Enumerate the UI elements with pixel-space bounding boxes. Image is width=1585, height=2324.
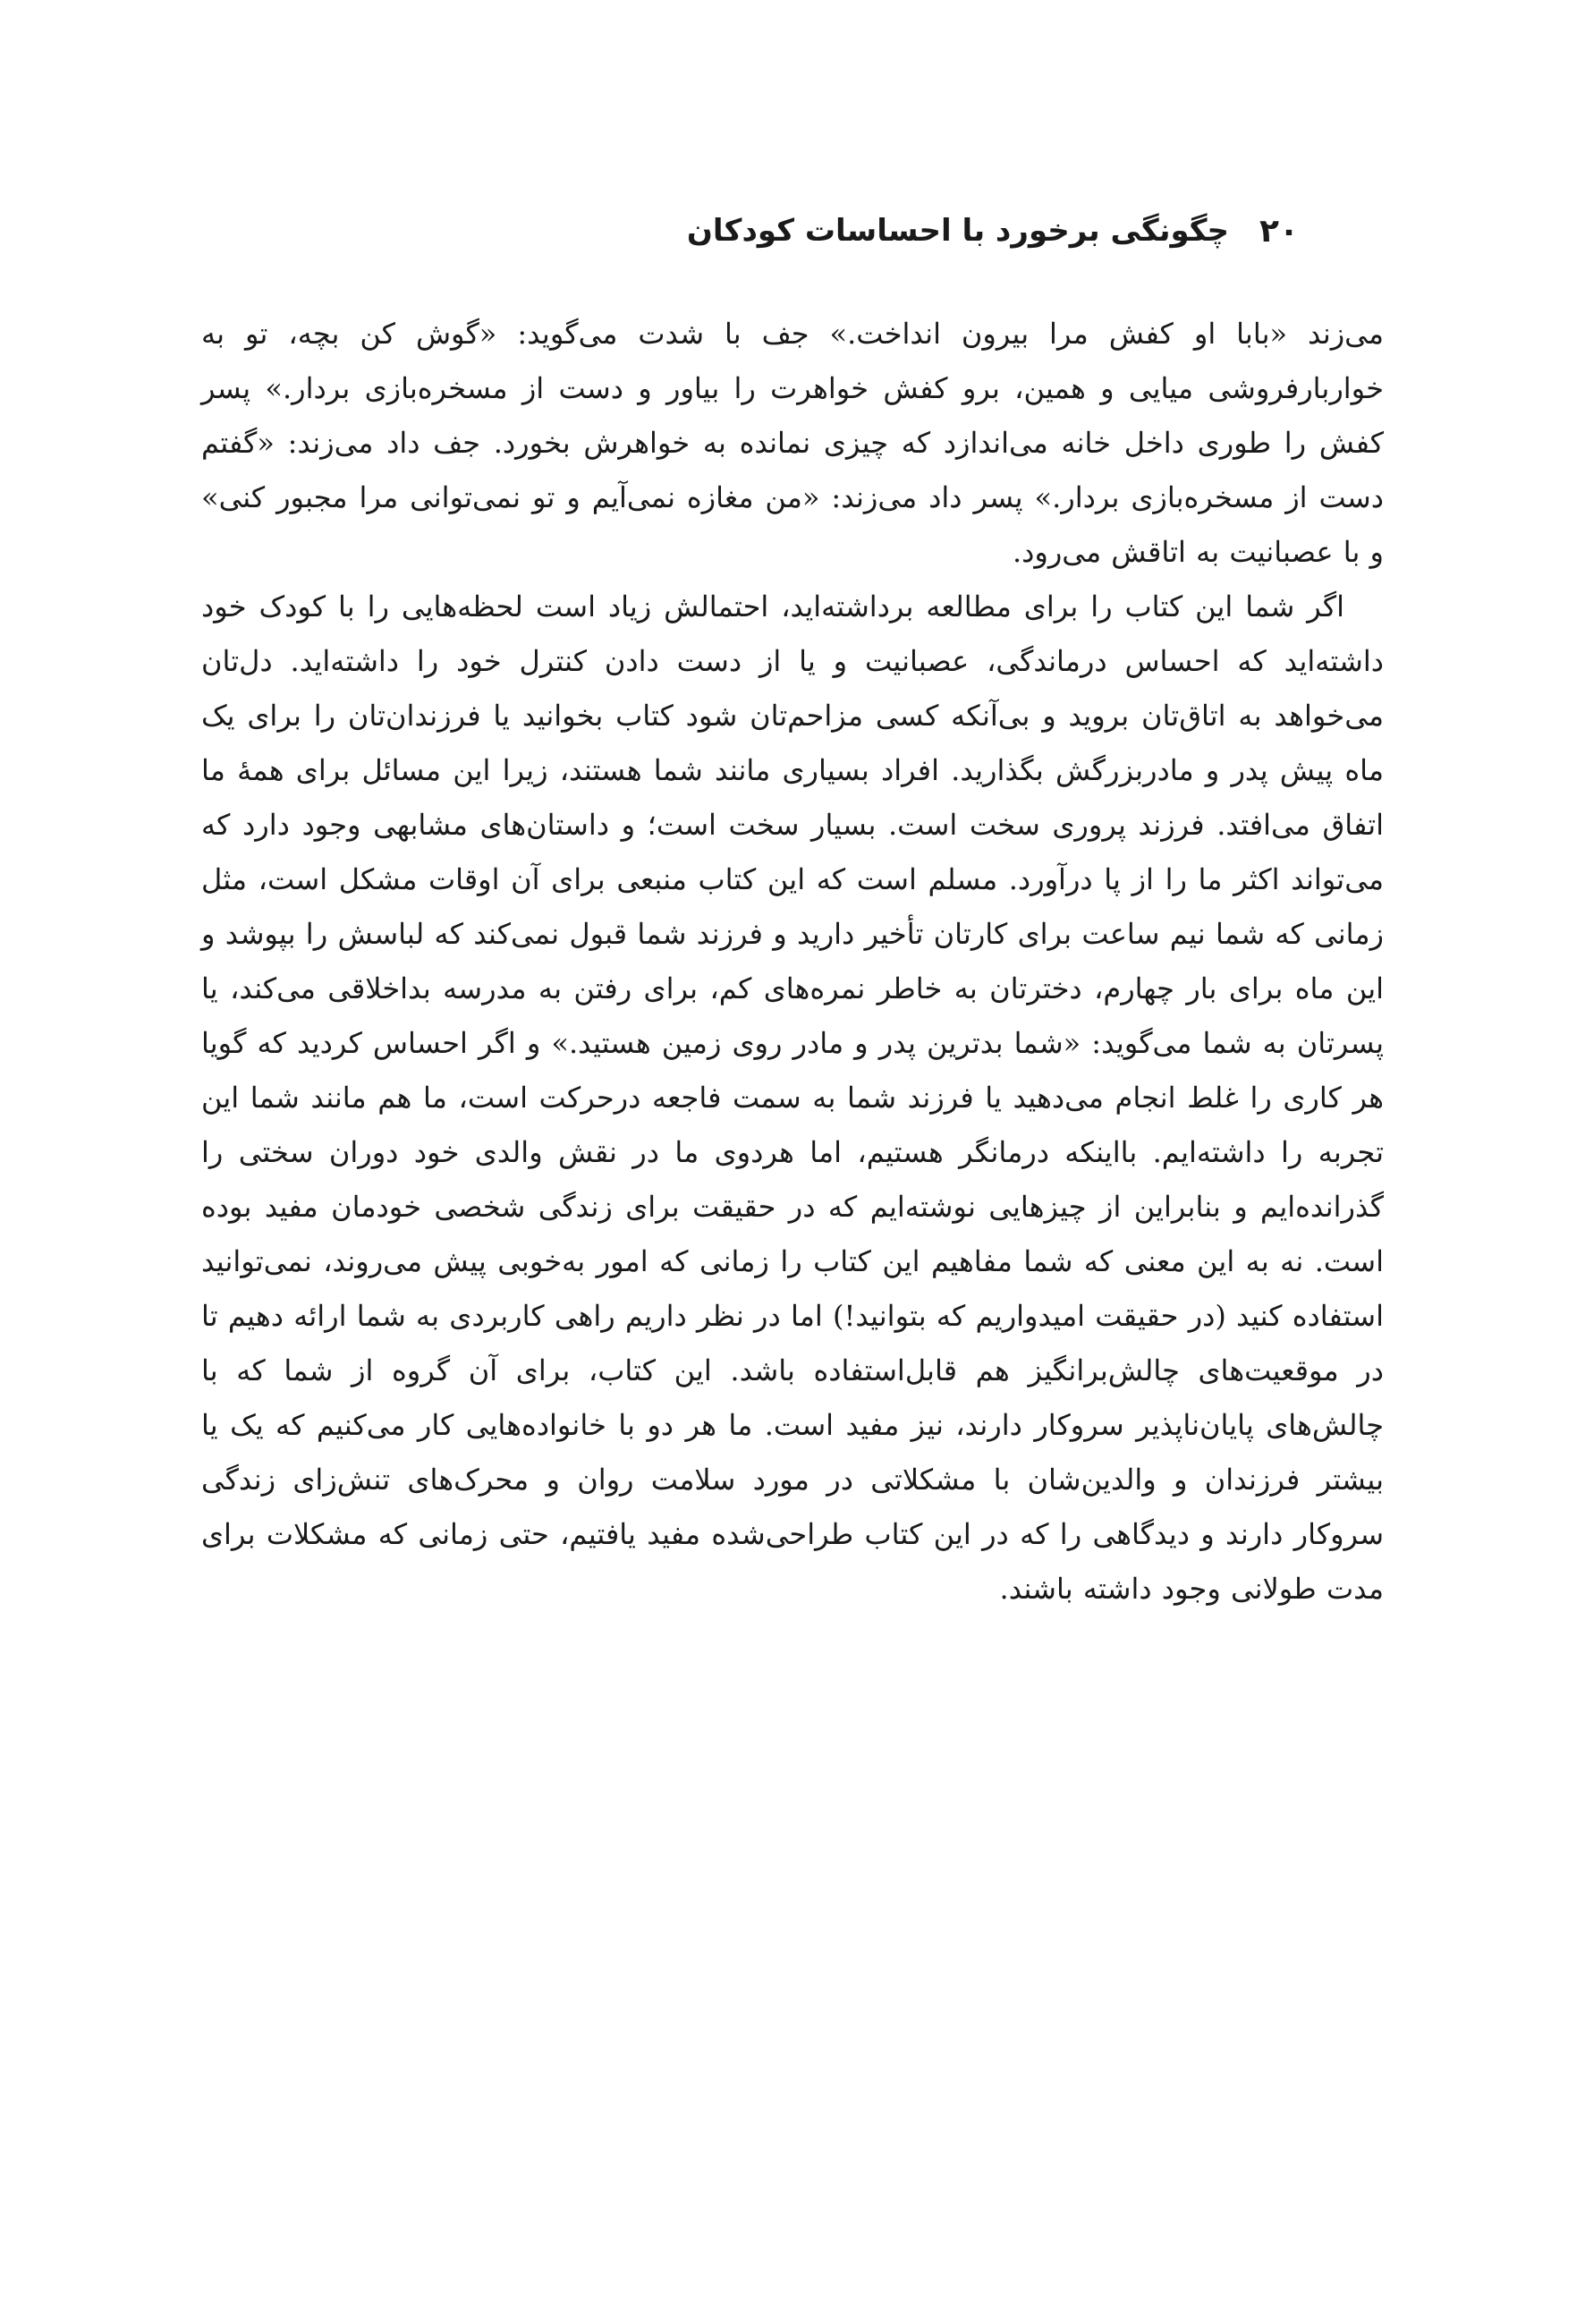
paragraph-continued: می‌زند «بابا او کفش مرا بیرون انداخت.» جف با شدت می‌گوید: «گوش کن بچه، تو به خواربارفروشی میایی و همین، برو کفش خواهرت را بیاور و دست از مسخره‌بازی بردار.» پسر کفش را طوری داخل خانه می‌اندازد که چیزی نمانده به خواهرش بخورد. جف داد می‌زند: «گفتم دست از مسخره‌بازی بردار.» پسر داد می‌زند: «من مغازه نمی‌آیم و تو نمی‌توانی مرا مجبور کنی» و با عصبانیت به اتاقش می‌رود.	[201, 317, 1384, 569]
paragraph: اگر شما این کتاب را برای مطالعه برداشته‌اید، احتمالش زیاد است لحظه‌هایی را با کودک خود داشته‌اید که احساس درماندگی، عصبانیت و یا از دست دادن کنترل خود را داشته‌اید. دل‌تان می‌خواهد به اتاق‌تان بروید و بی‌آنکه کسی مزاحم‌تان شود کتاب بخوانید یا فرزندان‌تان را برای یک ماه پیش پدر و مادربزرگش بگذارید. افراد بسیاری مانند شما هستند، زیرا این مسائل برای همهٔ ما اتفاق می‌افتد. فرزند پروری سخت است. بسیار سخت است؛ و داستان‌های مشابهی وجود دارد که می‌تواند اکثر ما را از پا درآورد. مسلم است که این کتاب منبعی برای آن اوقات مشکل است، مثل زمانی که شما نیم ساعت برای کارتان تأخیر دارید و فرزند شما قبول نمی‌کند که لباسش را بپوشد و این ماه برای بار چهارم، دخترتان به خاطر نمره‌های کم، برای رفتن به مدرسه بداخلاقی می‌کند، یا پسرتان به شما می‌گوید: «شما بدترین پدر و مادر روی زمین هستید.» و اگر احساس کردید که گویا هر کاری را غلط انجام می‌دهید یا فرزند شما به سمت فاجعه درحرکت است، ما هم مانند شما این تجربه را داشته‌ایم. بااینکه درمانگر هستیم، اما هردوی ما در نقش والدی خود دوران سختی را گذرانده‌ایم و بنابراین از چیزهایی نوشته‌ایم که در حقیقت برای زندگی شخصی خودمان مفید بوده است. نه به این معنی که شما مفاهیم این کتاب را زمانی که امور به‌خوبی پیش می‌روند، نمی‌توانید استفاده کنید (در حقیقت امیدواریم که بتوانید!) اما در نظر داریم راهی کاربردی به شما ارائه دهیم تا در موقعیت‌های چالش‌برانگیز هم قابل‌استفاده باشد. این کتاب، برای آن گروه از شما که با چالش‌های پایان‌ناپذیر سروکار دارند، نیز مفید است. ما هر دو با خانواده‌هایی کار می‌کنیم که یک یا بیشتر فرزندان و والدین‌شان با مشکلاتی در مورد سلامت روان و محرک‌های تنش‌زای زندگی سروکار دارند و دیدگاهی را که در این کتاب طراحی‌شده مفید یافتیم، حتی زمانی که مشکلات برای مدت طولانی وجود داشته باشند.	[201, 589, 1385, 1606]
page-header	[286, 204, 1299, 258]
running-title: چگونگی برخورد با احساسات کودکان	[686, 213, 1230, 249]
body-text	[201, 307, 1384, 1616]
page-number: ۲۰	[1259, 212, 1299, 250]
